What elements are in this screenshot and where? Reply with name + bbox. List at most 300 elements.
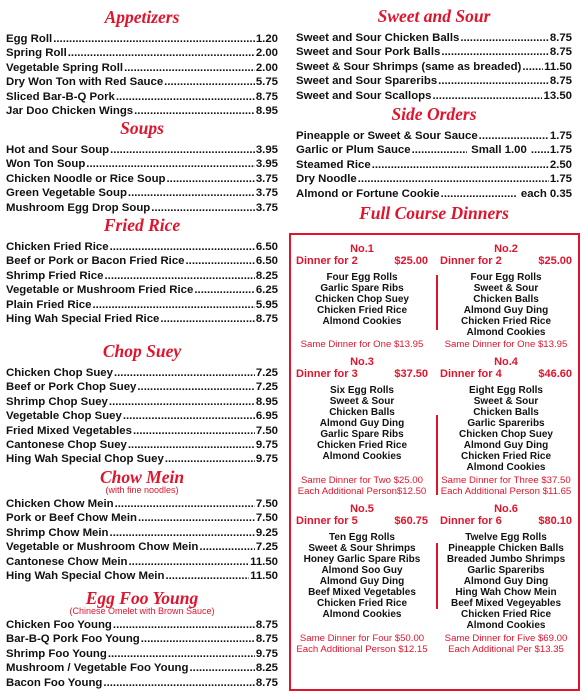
dot-leader [412, 143, 468, 157]
menu-item [6, 632, 278, 646]
item-name: Egg Roll [6, 33, 53, 45]
dish: Almond Cookies [466, 620, 546, 631]
dot-leader [134, 104, 255, 118]
dot-leader [522, 60, 543, 74]
menu-list [296, 31, 572, 103]
dish: Six Egg Rolls [330, 385, 394, 396]
dinner-number: No.6 [494, 503, 518, 515]
menu-item [6, 32, 278, 46]
menu-item [6, 46, 278, 60]
item-name: Shrimp Chow Mein [6, 526, 109, 539]
section-title: Chow Mein [99, 467, 185, 487]
dot-leader [441, 187, 517, 201]
dish-list [438, 272, 574, 338]
item-name: Bacon Foo Young [6, 676, 103, 689]
item-name: Plain Fried Rice [6, 298, 92, 311]
menu-item [6, 90, 278, 104]
menu-item [296, 31, 572, 45]
dinner-4-pricing [438, 475, 574, 497]
dinner-5-pricing [294, 633, 430, 655]
item-price: 8.75 [255, 619, 278, 631]
item-price: 5.75 [255, 76, 278, 89]
dish-list [294, 272, 430, 327]
dish: Honey Garlic Spare Ribs [303, 554, 421, 565]
dot-leader [167, 172, 255, 186]
item-name: Garlic or Plum Sauce [296, 144, 411, 157]
item-price: 6.50 [255, 255, 278, 268]
item-name: Sweet and Sour Chicken Balls [296, 32, 460, 44]
menu-item [6, 186, 278, 200]
dinner-price: $80.10 [538, 515, 572, 527]
dinner-serves: Dinner for 2 [296, 255, 358, 267]
dinner-2-pricing [438, 339, 574, 350]
dish: Garlic Spare Ribs [320, 283, 404, 294]
same-dinner-price: Same Dinner for Five $69.00 [444, 633, 568, 644]
item-price: 2.00 [255, 61, 278, 74]
item-name: Vegetable Chop Suey [6, 410, 122, 423]
menu-item [6, 497, 278, 511]
item-name: Chicken Chop Suey [6, 367, 113, 379]
section-sweet_sour [296, 6, 572, 103]
item-price: 13.50 [543, 89, 572, 102]
menu-item [6, 395, 278, 409]
item-price: 9.75 [255, 439, 278, 452]
item-note: each [520, 187, 547, 200]
dish: Garlic Spareribs [467, 418, 545, 429]
dish: Almond Cookies [466, 327, 546, 338]
section-egg_foo_young [6, 588, 278, 690]
item-name: Sweet and Sour Scallops [296, 89, 432, 102]
dinner-serves: Dinner for 6 [440, 515, 502, 527]
dinner-number: No.4 [494, 356, 518, 368]
dinner-serves: Dinner for 4 [440, 368, 502, 380]
dish: Pineapple Chicken Balls [448, 543, 564, 554]
menu-item [296, 187, 572, 201]
section-subtitle: (Chinese Omelet with Brown Sauce) [69, 606, 215, 616]
menu-item [6, 647, 278, 661]
menu-item [6, 157, 278, 171]
dot-leader [103, 676, 254, 690]
dinner-header [294, 255, 430, 268]
dinner-price: $46.60 [538, 368, 572, 380]
dish: Chicken Fried Rice [316, 598, 408, 609]
dot-leader [128, 186, 255, 200]
item-price: 7.50 [255, 424, 278, 437]
item-name: Cantonese Chow Mein [6, 555, 128, 568]
item-name: Shrimp Chop Suey [6, 395, 108, 408]
item-name: Vegetable or Mushroom Fried Rice [6, 284, 194, 297]
same-dinner-price: Same Dinner for One $13.95 [444, 339, 568, 350]
item-name: Spring Roll [6, 47, 67, 60]
dinner-3-pricing [294, 475, 430, 497]
dish: Chicken Balls [473, 407, 539, 418]
dot-leader [438, 74, 549, 88]
item-price: 8.75 [549, 46, 572, 59]
dish: Four Egg Rolls [470, 272, 542, 283]
dish: Almond Cookies [322, 451, 402, 462]
menu-item [296, 129, 572, 143]
menu-list [6, 618, 278, 690]
same-dinner-price: Same Dinner for Three $37.50 [441, 475, 571, 486]
menu-item [6, 618, 278, 632]
dot-leader [432, 89, 542, 103]
dinner-price: $25.00 [394, 255, 428, 267]
section-title: Fried Rice [103, 215, 181, 235]
item-name: Sweet & Sour Shrimps (same as breaded) [296, 60, 522, 73]
dot-leader [129, 555, 250, 569]
menu-item [6, 526, 278, 540]
dinner-4 [438, 356, 574, 473]
item-name: Pineapple or Sweet & Sour Sauce [296, 130, 478, 142]
item-price: 1.75 [549, 173, 572, 186]
dot-leader [53, 32, 255, 46]
dish: Chicken Balls [329, 407, 395, 418]
section-subtitle: (with fine noodles) [105, 485, 179, 495]
same-dinner-price: Same Dinner for One $13.95 [300, 339, 424, 350]
dot-leader [109, 395, 255, 409]
dot-leader [116, 90, 255, 104]
item-price: 7.25 [255, 541, 278, 554]
section-chop_suey [6, 341, 278, 467]
item-price: 1.75 [549, 130, 572, 142]
dish: Almond Soo Guy [321, 565, 403, 576]
item-price: 7.50 [255, 512, 278, 525]
menu-list [6, 143, 278, 215]
item-price: 8.25 [255, 269, 278, 282]
item-name: Chicken Fried Rice [6, 241, 109, 253]
item-name: Bar-B-Q Pork Foo Young [6, 633, 140, 646]
dinner-header [438, 515, 574, 528]
item-name: Hot and Sour Soup [6, 144, 110, 156]
dish: Sweet & Sour [473, 396, 539, 407]
full-course-title: Full Course Dinners [359, 203, 509, 223]
menu-item [6, 424, 278, 438]
dish: Garlic Spare Ribs [320, 429, 404, 440]
item-name: Jar Doo Chicken Wings [6, 105, 134, 118]
item-name: Vegetable Spring Roll [6, 61, 124, 74]
dot-leader [123, 409, 255, 423]
dish: Beef Mixed Vegetables [308, 587, 416, 598]
item-name: Steamed Rice [296, 158, 371, 171]
item-name: Dry Noodle [296, 173, 357, 186]
dot-leader [138, 511, 255, 525]
menu-list [6, 240, 278, 326]
item-price: 9.25 [255, 526, 278, 539]
dinner-header [294, 515, 430, 528]
menu-item [6, 438, 278, 452]
dot-leader [137, 380, 254, 394]
dot-leader [189, 661, 254, 675]
item-name: Almond or Fortune Cookie [296, 187, 440, 200]
dinner-price: $25.00 [538, 255, 572, 267]
menu-item [6, 540, 278, 554]
dish: Sweet & Sour Shrimps [308, 543, 416, 554]
dinner-number: No.2 [494, 243, 518, 255]
dot-leader [141, 632, 255, 646]
dish: Almond Guy Ding [319, 576, 405, 587]
item-price: 7.25 [255, 367, 278, 379]
dot-leader [479, 129, 549, 143]
menu-item [6, 380, 278, 394]
item-price: 8.75 [549, 32, 572, 44]
item-name: Shrimp Foo Young [6, 647, 107, 660]
dish-list [438, 532, 574, 631]
section-title: Egg Foo Young [85, 588, 199, 608]
additional-person-price: Each Additional Per $13.35 [448, 644, 564, 655]
dot-leader [199, 540, 254, 554]
item-name: Fried Mixed Vegetables [6, 424, 132, 437]
menu-item [6, 269, 278, 283]
item-name: Green Vegetable Soup [6, 187, 127, 200]
dot-leader [441, 45, 549, 59]
item-note: Small 1.00 [471, 144, 527, 157]
dish: Almond Guy Ding [463, 440, 549, 451]
item-price: 8.75 [255, 633, 278, 646]
item-price: 8.25 [255, 662, 278, 675]
dot-leader [114, 366, 255, 380]
item-name: Mushroom / Vegetable Foo Young [6, 662, 189, 675]
dish: Garlic Spareribs [467, 565, 545, 576]
item-price: 8.95 [255, 105, 278, 118]
menu-item [6, 298, 278, 312]
menu-item [296, 60, 572, 74]
dot-leader [115, 497, 255, 511]
dish: Chicken Fried Rice [316, 440, 408, 451]
dish: Breaded Jumbo Shrimps [446, 554, 566, 565]
dot-leader [164, 75, 255, 89]
item-price: 6.50 [255, 241, 278, 253]
item-price: 5.95 [255, 298, 278, 311]
dinner-number: No.1 [350, 243, 374, 255]
item-name: Chicken Noodle or Rice Soup [6, 172, 166, 185]
menu-list [296, 129, 572, 201]
item-price: 8.95 [255, 395, 278, 408]
dinner-serves: Dinner for 5 [296, 515, 358, 527]
section-title: Soups [120, 118, 164, 138]
item-price: 9.75 [255, 647, 278, 660]
item-price: 1.75 [549, 144, 572, 157]
dish: Sweet & Sour [473, 283, 539, 294]
item-name: Pork or Beef Chow Mein [6, 512, 138, 525]
dish: Hing Wah Chow Mein [455, 587, 557, 598]
menu-item [6, 555, 278, 569]
dish: Ten Egg Rolls [329, 532, 395, 543]
dinner-header [294, 368, 430, 381]
menu-item [296, 74, 572, 88]
item-price: 8.75 [255, 90, 278, 103]
menu-item [6, 312, 278, 326]
menu-item [296, 143, 572, 157]
dinner-1 [294, 243, 430, 327]
dish: Four Egg Rolls [326, 272, 398, 283]
item-price: 7.25 [255, 381, 278, 394]
dish: Chicken Balls [473, 294, 539, 305]
dish: Chicken Fried Rice [460, 451, 552, 462]
item-price: 9.75 [255, 453, 278, 466]
item-name: Beef or Pork or Bacon Fried Rice [6, 255, 185, 268]
dot-leader [160, 312, 254, 326]
section-soups [6, 118, 278, 215]
dot-leader [92, 298, 254, 312]
menu-item [6, 104, 278, 118]
menu-list [6, 366, 278, 467]
menu-item [296, 45, 572, 59]
item-price: 8.75 [255, 313, 278, 326]
dot-leader [128, 438, 255, 452]
dinner-6-pricing [438, 633, 574, 655]
dish: Almond Guy Ding [463, 305, 549, 316]
item-name: Hing Wah Special Chop Suey [6, 453, 164, 466]
menu-item [6, 366, 278, 380]
item-price: 8.75 [255, 676, 278, 689]
dot-leader [68, 46, 255, 60]
item-name: Dry Won Ton with Red Sauce [6, 76, 164, 89]
section-chow_mein [6, 467, 278, 583]
dinner-serves: Dinner for 3 [296, 368, 358, 380]
item-price: 1.20 [255, 33, 278, 45]
item-name: Beef or Pork Chop Suey [6, 381, 137, 394]
item-name: Won Ton Soup [6, 158, 86, 171]
dot-leader [460, 31, 549, 45]
dot-leader [186, 254, 255, 268]
dot-leader [165, 569, 249, 583]
additional-person-price: Each Additional Person $11.65 [440, 486, 572, 497]
dish: Almond Guy Ding [463, 576, 549, 587]
menu-list [6, 497, 278, 583]
item-price: 3.75 [255, 201, 278, 214]
section-title: Sweet and Sour [377, 6, 491, 26]
item-name: Sliced Bar-B-Q Pork [6, 90, 115, 103]
menu-item [6, 409, 278, 423]
dot-leader [110, 240, 255, 254]
same-dinner-price: Same Dinner for Two $25.00 [301, 475, 423, 486]
dish: Twelve Egg Rolls [465, 532, 547, 543]
item-name: Mushroom Egg Drop Soup [6, 201, 151, 214]
item-name: Hing Wah Special Fried Rice [6, 313, 160, 326]
item-price: 3.75 [255, 187, 278, 200]
menu-item [6, 254, 278, 268]
dinner-1-pricing [294, 339, 430, 350]
item-price: 3.95 [255, 144, 278, 156]
dish: Almond Guy Ding [319, 418, 405, 429]
menu-item [296, 172, 572, 186]
menu-item [6, 661, 278, 675]
item-price: 3.95 [255, 158, 278, 171]
item-name: Vegetable or Mushroom Chow Mein [6, 541, 199, 554]
dish: Eight Egg Rolls [469, 385, 543, 396]
full-course-box [289, 233, 580, 691]
menu-item [6, 61, 278, 75]
item-name: Sweet and Sour Pork Balls [296, 46, 441, 59]
menu-item [6, 569, 278, 583]
dinner-price: $60.75 [394, 515, 428, 527]
menu-item [6, 172, 278, 186]
dot-leader [108, 647, 255, 661]
additional-person-price: Each Additional Person $12.15 [296, 644, 428, 655]
dot-leader [165, 452, 255, 466]
dot-leader [110, 526, 255, 540]
dinner-header [438, 255, 574, 268]
dot-leader [124, 61, 255, 75]
dot-leader [194, 283, 254, 297]
item-name: Cantonese Chop Suey [6, 439, 127, 452]
menu-item [6, 452, 278, 466]
item-price: 11.50 [250, 555, 278, 568]
item-name: Sweet and Sour Spareribs [296, 75, 438, 88]
item-price: 11.50 [250, 570, 278, 583]
dot-leader [133, 424, 255, 438]
section-fried_rice [6, 215, 278, 326]
dot-leader [86, 157, 255, 171]
item-price: 6.95 [255, 410, 278, 423]
dinner-header [438, 368, 574, 381]
dish-list [438, 385, 574, 473]
menu-item [6, 143, 278, 157]
dish-list [294, 385, 430, 462]
dot-leader [358, 172, 549, 186]
menu-list [6, 32, 278, 118]
item-name: Hing Wah Special Chow Mein [6, 570, 165, 583]
item-price: 8.75 [549, 75, 572, 88]
menu-item [6, 511, 278, 525]
menu-item [296, 158, 572, 172]
dish: Chicken Fried Rice [460, 609, 552, 620]
menu-item [296, 89, 572, 103]
item-price: 2.00 [255, 47, 278, 60]
item-price: 0.35 [549, 187, 572, 200]
dish: Almond Cookies [322, 316, 402, 327]
dinner-5 [294, 503, 430, 620]
item-price: 11.50 [544, 60, 572, 73]
dot-leader [104, 269, 254, 283]
section-title: Side Orders [391, 104, 477, 124]
dish: Beef Mixed Vegeyables [450, 598, 562, 609]
dinner-price: $37.50 [394, 368, 428, 380]
menu-item [6, 676, 278, 690]
dish: Almond Cookies [466, 462, 546, 473]
dinner-number: No.5 [350, 503, 374, 515]
section-title: Appetizers [104, 7, 180, 27]
dish: Chicken Chop Suey [315, 294, 409, 305]
item-price: 2.50 [549, 158, 572, 171]
additional-person-price: Each Additional Person$12.50 [297, 486, 427, 497]
dinner-number: No.3 [350, 356, 374, 368]
item-name: Chicken Chow Mein [6, 498, 114, 510]
dinner-serves: Dinner for 2 [440, 255, 502, 267]
dish: Almond Cookies [322, 609, 402, 620]
item-price: 7.50 [255, 498, 278, 510]
dish: Sweet & Sour [329, 396, 395, 407]
dinner-2 [438, 243, 574, 338]
item-name: Chicken Foo Young [6, 619, 112, 631]
menu-item [6, 201, 278, 215]
menu-item [6, 283, 278, 297]
item-name: Shrimp Fried Rice [6, 269, 104, 282]
dot-leader [110, 143, 255, 157]
menu-item [6, 240, 278, 254]
dinner-6 [438, 503, 574, 631]
menu-item [6, 75, 278, 89]
dish-list [294, 532, 430, 620]
dish: Chicken Chop Suey [459, 429, 553, 440]
section-title: Chop Suey [102, 341, 182, 361]
dot-leader [151, 201, 255, 215]
section-appetizers [6, 7, 278, 118]
same-dinner-price: Same Dinner for Four $50.00 [299, 633, 425, 644]
section-side_orders [296, 104, 572, 201]
item-price: 3.75 [255, 172, 278, 185]
dot-leader [372, 158, 549, 172]
